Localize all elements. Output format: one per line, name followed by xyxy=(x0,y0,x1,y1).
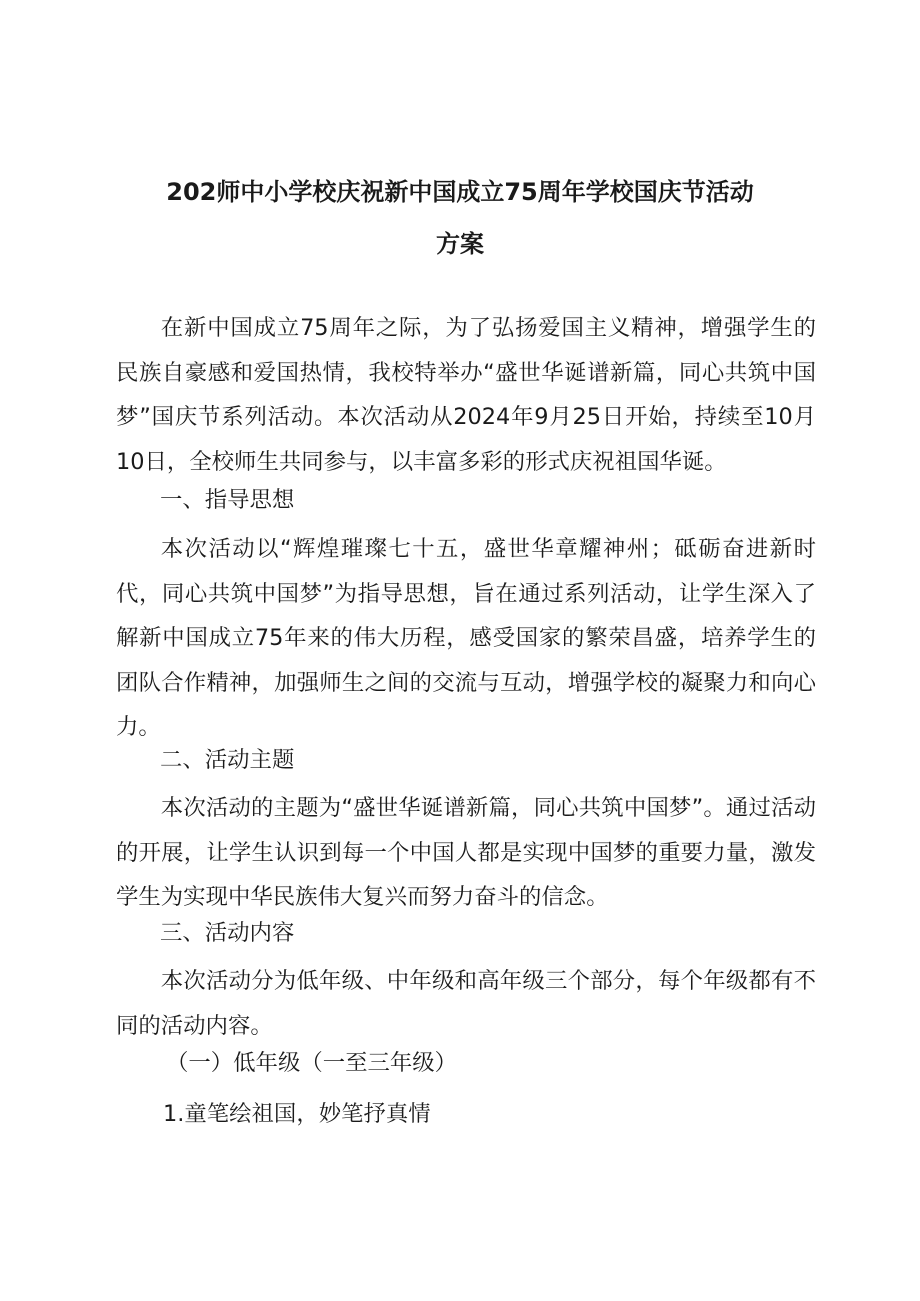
intro-paragraph: 在新中国成立75周年之际，为了弘扬爱国主义精神，增强学生的民族自豪感和爱国热情，我校特举办“盛世华诞谱新篇，同心共筑中国梦”国庆节系列活动。本次活动从2024年9月25日开始，持续至10月10日，全校师生共同参与，以丰富多彩的形式庆祝祖国华诞。 xyxy=(116,315,816,475)
document-title-line2: 方案 xyxy=(436,230,484,258)
section1-body: 本次活动以“辉煌璀璨七十五，盛世华章耀神州；砥砺奋进新时代，同心共筑中国梦”为指导思想，旨在通过系列活动，让学生深入了解新中国成立75年来的伟大历程，感受国家的繁荣昌盛，培养学生的团队合作精神，加强师生之间的交流与互动，增强学校的凝聚力和向心力。 xyxy=(116,536,816,740)
list-item: 1.童笔绘祖国，妙笔抒真情 xyxy=(163,1101,431,1127)
document-title-line1: 202师中小学校庆祝新中国成立75周年学校国庆节活动 xyxy=(166,178,754,206)
section3-heading: 三、活动内容 xyxy=(160,920,295,946)
section1-heading: 一、指导思想 xyxy=(160,487,295,513)
section2-heading: 二、活动主题 xyxy=(160,747,295,773)
section3-body: 本次活动分为低年级、中年级和高年级三个部分，每个年级都有不同的活动内容。 xyxy=(116,968,816,1039)
subsection-heading: （一）低年级（一至三年级） xyxy=(166,1050,458,1076)
section2-body: 本次活动的主题为“盛世华诞谱新篇，同心共筑中国梦”。通过活动的开展，让学生认识到每一个中国人都是实现中国梦的重要力量，激发学生为实现中华民族伟大复兴而努力奋斗的信念。 xyxy=(116,795,816,910)
